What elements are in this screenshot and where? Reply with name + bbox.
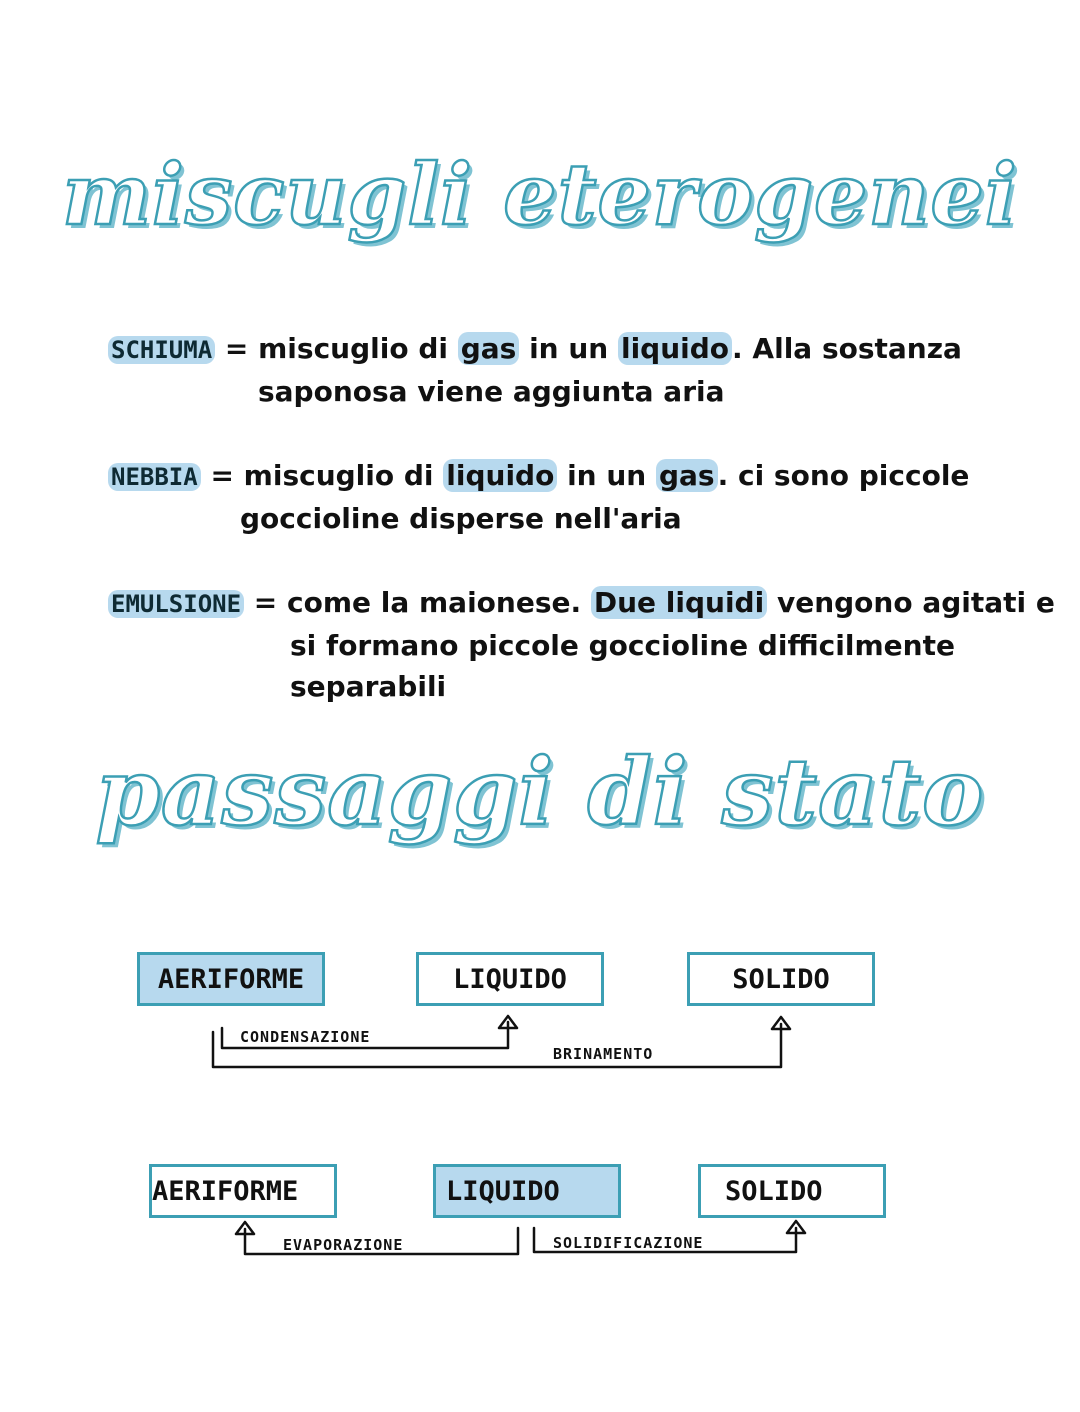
label-condensazione: CONDENSAZIONE — [240, 1028, 371, 1046]
box-liquido: LIQUIDO — [433, 1164, 621, 1218]
definition-emulsione — [108, 582, 1055, 707]
box-solido: SOLIDO — [687, 952, 875, 1006]
definition-line — [108, 455, 969, 498]
definition-continuation: goccioline disperse nell'aria — [240, 502, 682, 535]
brinamento-arrowhead — [772, 1017, 790, 1029]
definition-continuation: separabili — [290, 670, 447, 703]
highlight-liquido: liquido — [618, 332, 732, 365]
definition-continuation: si formano piccole goccioline difficilmente — [290, 629, 955, 662]
term-nebbia: NEBBIA — [108, 463, 201, 491]
definition-line — [108, 582, 1055, 625]
label-evaporazione: EVAPORAZIONE — [283, 1236, 404, 1254]
box-liquido: LIQUIDO — [416, 952, 604, 1006]
equals-sign: = — [215, 332, 259, 365]
term-emulsione: EMULSIONE — [108, 590, 244, 618]
text-segment: . Alla sostanza — [732, 332, 962, 365]
term-schiuma: SCHIUMA — [108, 336, 215, 364]
definition-schiuma — [108, 328, 962, 412]
highlight-gas: gas — [458, 332, 520, 365]
text-segment: vengono agitati e — [767, 586, 1055, 619]
highlight-due-liquidi: Due liquidi — [591, 586, 767, 619]
section-title-miscugli: miscugli eterogenei — [62, 145, 1018, 244]
highlight-gas: gas — [656, 459, 718, 492]
definition-continuation: saponosa viene aggiunta aria — [258, 375, 725, 408]
equals-sign: = — [244, 586, 288, 619]
box-solido: SOLIDO — [698, 1164, 886, 1218]
definition-line — [108, 328, 962, 371]
section-title-passaggi: passaggi di stato — [95, 738, 985, 846]
equals-sign: = — [200, 459, 244, 492]
text-segment: in un — [557, 459, 656, 492]
highlight-liquido: liquido — [443, 459, 557, 492]
text-segment: in un — [519, 332, 618, 365]
label-solidificazione: SOLIDIFICAZIONE — [553, 1234, 704, 1252]
text-segment: miscuglio di — [258, 332, 458, 365]
text-segment: . ci sono piccole — [717, 459, 970, 492]
label-brinamento: BRINAMENTO — [553, 1045, 654, 1063]
evaporazione-arrowhead — [236, 1222, 254, 1234]
box-aeriforme: AERIFORME — [137, 952, 325, 1006]
box-aeriforme: AERIFORME — [149, 1164, 337, 1218]
definition-nebbia — [108, 455, 969, 539]
text-segment: miscuglio di — [243, 459, 444, 492]
solidificazione-arrowhead — [787, 1221, 805, 1233]
text-segment: come la maionese. — [287, 586, 591, 619]
condensazione-arrowhead — [499, 1016, 517, 1028]
